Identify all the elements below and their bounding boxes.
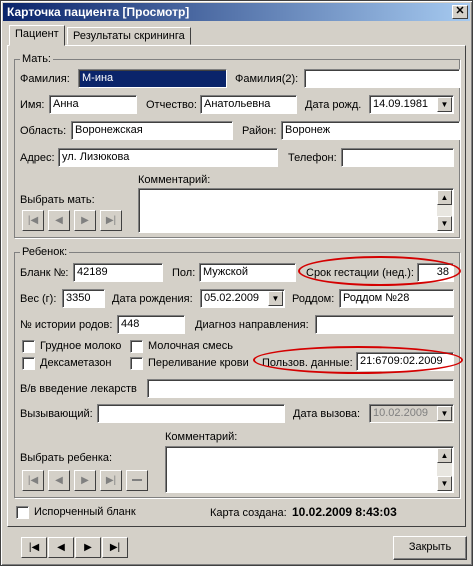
- close-window-button[interactable]: ✕: [452, 5, 468, 19]
- mother-surname-label: Фамилия:: [20, 73, 70, 85]
- mother-patronymic-label: Отчество:: [146, 99, 197, 111]
- breast-milk-label: Грудное молоко: [40, 340, 122, 352]
- mother-birth-date-label: Дата рожд.: [305, 99, 362, 111]
- child-form-no-field[interactable]: 42189: [73, 263, 163, 282]
- mother-name-label: Имя:: [20, 99, 45, 111]
- mother-prev-icon[interactable]: ◀: [48, 210, 70, 231]
- created-label: Карта создана:: [210, 507, 287, 519]
- dexamethasone-checkbox[interactable]: [22, 357, 35, 370]
- mother-next-icon[interactable]: ▶: [74, 210, 96, 231]
- chevron-down-icon[interactable]: ▼: [268, 291, 283, 306]
- maternity-label: Роддом:: [292, 293, 335, 305]
- diagnosis-field[interactable]: [315, 315, 454, 334]
- mother-last-icon[interactable]: ▶|: [100, 210, 122, 231]
- mother-name-field[interactable]: Анна: [49, 95, 137, 114]
- child-comment-field[interactable]: [165, 446, 454, 493]
- mother-surname2-label: Фамилия(2):: [235, 73, 299, 85]
- user-data-label: Пользов. данные:: [262, 357, 353, 369]
- child-comment-label: Комментарий:: [165, 431, 238, 443]
- window-title: Карточка пациента [Просмотр]: [7, 5, 190, 19]
- child-form-no-label: Бланк №:: [20, 267, 69, 279]
- tab-screening-results[interactable]: Результаты скрининга: [67, 27, 191, 45]
- child-weight-field[interactable]: 3350: [62, 289, 105, 308]
- mother-comment-scrollbar[interactable]: [437, 190, 452, 231]
- child-first-icon[interactable]: |◀: [22, 470, 44, 491]
- breast-milk-checkbox[interactable]: [22, 340, 35, 353]
- child-birth-date-field[interactable]: [200, 289, 285, 308]
- child-last-icon[interactable]: ▶|: [100, 470, 122, 491]
- call-date-value: 10.02.2009: [373, 407, 429, 419]
- mother-region-field[interactable]: Воронежская: [71, 121, 233, 140]
- call-date-field[interactable]: [369, 404, 454, 423]
- tab-panel-patient: [7, 45, 466, 527]
- mother-district-field[interactable]: Воронеж: [281, 121, 460, 140]
- mother-surname2-field[interactable]: [304, 69, 460, 88]
- iv-label: В/в введение лекарств: [20, 383, 137, 395]
- gestation-label: Срок гестации (нед.):: [306, 267, 414, 279]
- spoiled-form-checkbox[interactable]: [16, 506, 29, 519]
- scroll-up-icon[interactable]: ▲: [437, 448, 452, 463]
- close-button[interactable]: Закрыть: [393, 536, 467, 560]
- history-no-label: № истории родов:: [20, 319, 113, 331]
- chevron-down-icon[interactable]: ▼: [437, 406, 452, 421]
- call-date-label: Дата вызова:: [293, 408, 361, 420]
- mother-surname-field[interactable]: М-ина: [78, 69, 227, 88]
- child-sex-label: Пол:: [172, 267, 196, 279]
- formula-label: Молочная смесь: [148, 340, 233, 352]
- chevron-down-icon[interactable]: ▼: [437, 97, 452, 112]
- caller-field[interactable]: [97, 404, 285, 423]
- child-weight-label: Вес (г):: [20, 293, 57, 305]
- maternity-field[interactable]: Роддом №28: [339, 289, 454, 308]
- mother-region-label: Область:: [20, 125, 67, 137]
- mother-group-label: Мать:: [22, 53, 51, 65]
- prev-record-icon[interactable]: ◀: [48, 537, 74, 558]
- spoiled-form-label: Испорченный бланк: [34, 506, 136, 518]
- mother-first-icon[interactable]: |◀: [22, 210, 44, 231]
- select-child-label: Выбрать ребенка:: [20, 452, 113, 464]
- mother-patronymic-field[interactable]: Анатольевна: [200, 95, 297, 114]
- child-birth-date-value: 05.02.2009: [204, 292, 260, 304]
- mother-phone-field[interactable]: [341, 148, 454, 167]
- gestation-field[interactable]: 38: [417, 263, 454, 282]
- history-no-field[interactable]: 448: [117, 315, 185, 334]
- mother-comment-field[interactable]: [138, 188, 454, 233]
- diagnosis-label: Диагноз направления:: [195, 319, 309, 331]
- child-birth-date-label: Дата рождения:: [112, 293, 193, 305]
- child-prev-icon[interactable]: ◀: [48, 470, 70, 491]
- first-record-icon[interactable]: |◀: [21, 537, 47, 558]
- child-clear-icon[interactable]: [126, 470, 148, 491]
- created-value: 10.02.2009 8:43:03: [292, 505, 397, 519]
- title-bar[interactable]: [3, 3, 470, 21]
- scroll-up-icon[interactable]: ▲: [437, 190, 452, 205]
- child-sex-field[interactable]: Мужской: [199, 263, 296, 282]
- child-next-icon[interactable]: ▶: [74, 470, 96, 491]
- caller-label: Вызывающий:: [20, 408, 93, 420]
- transfusion-label: Переливание крови: [148, 357, 249, 369]
- child-comment-scrollbar[interactable]: [437, 448, 452, 491]
- last-record-icon[interactable]: ▶|: [102, 537, 128, 558]
- mother-phone-label: Телефон:: [288, 152, 337, 164]
- iv-field[interactable]: [147, 379, 454, 398]
- child-group-label: Ребенок:: [22, 246, 68, 258]
- select-mother-label: Выбрать мать:: [20, 194, 95, 206]
- mother-address-label: Адрес:: [20, 152, 55, 164]
- scroll-down-icon[interactable]: ▼: [437, 216, 452, 231]
- scroll-down-icon[interactable]: ▼: [437, 476, 452, 491]
- mother-comment-label: Комментарий:: [138, 174, 211, 186]
- dexamethasone-label: Дексаметазон: [40, 357, 112, 369]
- user-data-field[interactable]: 21:6709:02.2009: [356, 352, 454, 371]
- transfusion-checkbox[interactable]: [130, 357, 143, 370]
- next-record-icon[interactable]: ▶: [75, 537, 101, 558]
- mother-birth-date-field[interactable]: [369, 95, 454, 114]
- formula-checkbox[interactable]: [130, 340, 143, 353]
- mother-birth-date-value: 14.09.1981: [373, 98, 429, 110]
- tab-patient[interactable]: Пациент: [9, 25, 65, 46]
- mother-district-label: Район:: [242, 125, 277, 137]
- mother-address-field[interactable]: ул. Лизюкова: [58, 148, 278, 167]
